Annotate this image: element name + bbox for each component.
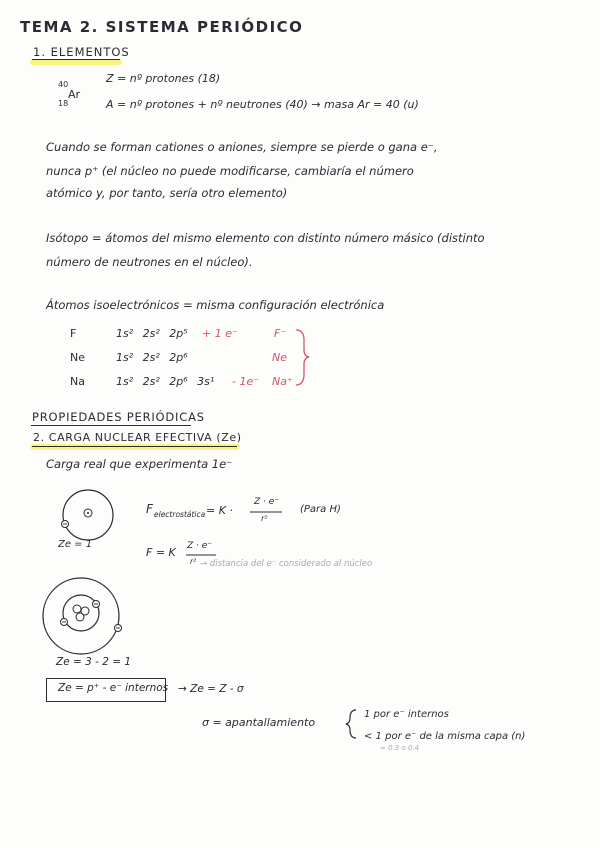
ions-line-1: Cuando se forman cationes o aniones, siempre se pierde o gana e⁻, [46,140,438,154]
boxed-formula: Ze = p⁺ - e⁻ internos [58,682,169,694]
row-element: F [70,327,77,340]
row-extra: - 1e⁻ [232,375,260,388]
subheading-underline [32,446,237,447]
f-general-lhs: F = K [146,546,176,559]
lithium-atom-diagram [43,578,122,654]
isoelectronic-title: Átomos isoelectrónicos = misma configuración electrónica [46,298,385,312]
section1-heading: 1. ELEMENTOS [33,45,130,59]
row-ion: Na⁺ [272,375,293,388]
row-ion: F⁻ [274,327,287,340]
sigma-label: σ = apantallamiento [202,716,316,729]
sigma-note: ≈ 0.3 o 0.4 [380,744,420,752]
sigma-brace [346,710,356,738]
row-element: Na [70,375,85,388]
notation-atomic-number: 18 [58,99,69,108]
row-config: 1s² 2s² 2p⁶ [116,351,188,364]
f-electrostatic-num: Z · e⁻ [254,497,280,507]
ions-line-2: nunca p⁺ (el núcleo no puede modificarse, cambiaría el número [46,164,414,178]
ions-line-3: atómico y, por tanto, sería otro elemento) [46,186,288,200]
subheading-zeff: 2. CARGA NUCLEAR EFECTIVA (Ze) [33,431,242,444]
hydrogen-atom-diagram [62,490,114,540]
f-electrostatic-note: (Para H) [300,504,341,515]
row-extra: + 1 e⁻ [202,327,238,340]
page-title: TEMA 2. SISTEMA PERIÓDICO [20,18,304,36]
f-general-num: Z · e⁻ [187,541,213,551]
row-config: 1s² 2s² 2p⁵ [116,327,188,340]
a-definition: A = nº protones + nº neutrones (40) → masa Ar = 40 (u) [106,98,419,111]
row-config: 1s² 2s² 2p⁶ 3s¹ [116,375,215,388]
sigma-option-1: 1 por e⁻ internos [364,709,449,720]
sigma-option-2: < 1 por e⁻ de la misma capa (n) [364,731,526,742]
row-element: Ne [70,351,85,364]
notation-mass-number: 40 [58,80,69,89]
zeff-intro: Carga real que experimenta 1e⁻ [46,457,233,471]
isotope-line-2: número de neutrones en el núcleo). [46,255,253,269]
f-general-den: r² [190,557,197,566]
f-general-note: → distancia del e⁻ considerado al núcleo [200,559,373,569]
z-definition: Z = nº protones (18) [106,72,221,85]
ze-lithium: Ze = 3 - 2 = 1 [56,656,132,668]
row-ion: Ne [272,351,287,364]
f-electrostatic-eq: = K · [206,504,233,517]
section2-heading: PROPIEDADES PERIÓDICAS [32,410,205,424]
f-electrostatic-lhs: F [146,502,153,516]
f-electrostatic-sub: electrostática [154,510,206,519]
arrow-formula: → Ze = Z - σ [178,683,244,695]
isotope-line-1: Isótopo = átomos del mismo elemento con distinto número másico (distinto [46,231,485,245]
isoelectronic-brace [296,330,309,385]
notation-symbol: Ar [68,88,81,101]
section2-underline [31,425,191,426]
f-electrostatic-den: r² [261,514,268,523]
ze-hydrogen: Ze = 1 [58,539,93,550]
